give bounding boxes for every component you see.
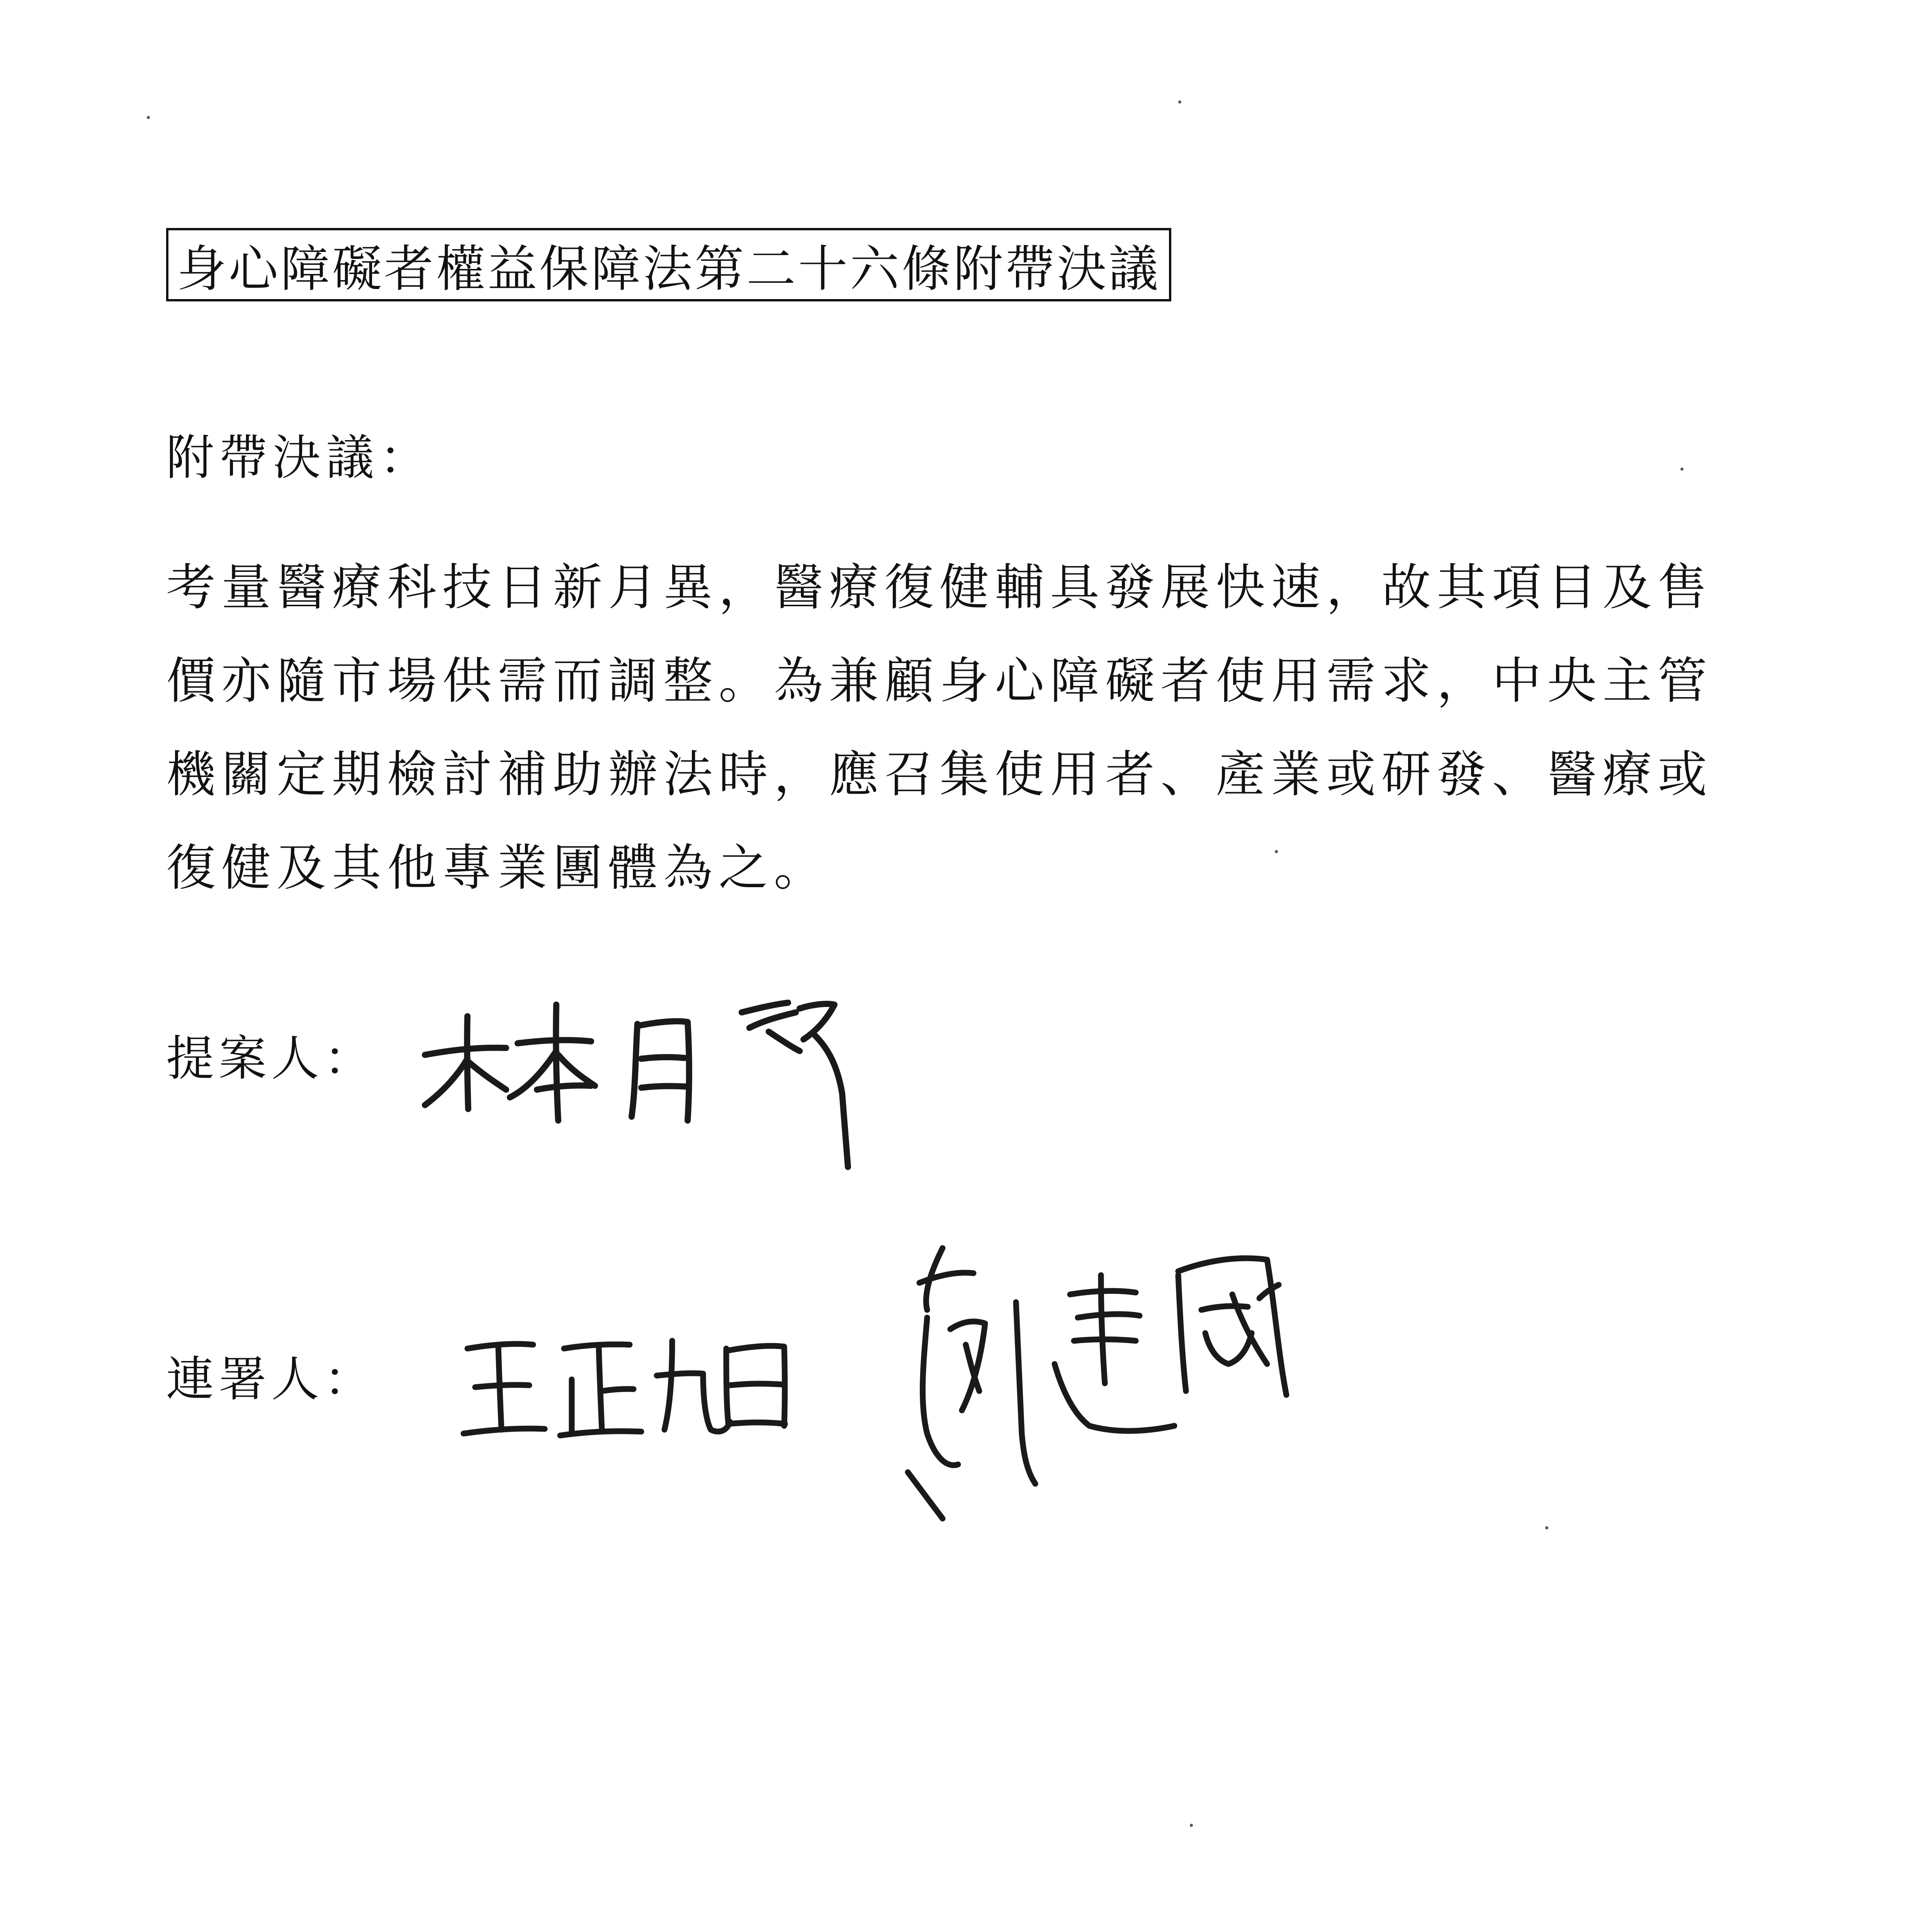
proposer-signature [409, 981, 888, 1182]
cosigner-signature-2 [869, 1217, 1391, 1534]
body-line: 復健及其他專業團體為之。 [166, 839, 829, 897]
scan-speck [1680, 468, 1684, 471]
resolution-body [166, 541, 1758, 915]
scan-speck [147, 116, 150, 119]
proposer-label: 提案人： [166, 1031, 377, 1087]
scan-speck [1190, 1824, 1193, 1827]
document-title [166, 228, 1171, 301]
body-line: 價亦隨市場供需而調整。為兼顧身心障礙者使用需求，中央主管 [166, 652, 1713, 710]
resolution-label: 附帶決議： [166, 430, 433, 486]
scan-speck [1545, 1526, 1548, 1529]
cosigner-label: 連署人： [166, 1352, 377, 1407]
scan-speck [1178, 100, 1181, 104]
body-line: 機關定期檢討補助辦法時，應召集使用者、產業或研發、醫療或 [166, 746, 1713, 803]
document-title-text: 身心障礙者權益保障法第二十六條附帶決議 [177, 240, 1161, 298]
cosigner-signature-1 [456, 1306, 823, 1468]
scan-speck [1275, 850, 1278, 853]
body-line: 考量醫療科技日新月異，醫療復健輔具發展快速，故其項目及售 [166, 559, 1713, 616]
